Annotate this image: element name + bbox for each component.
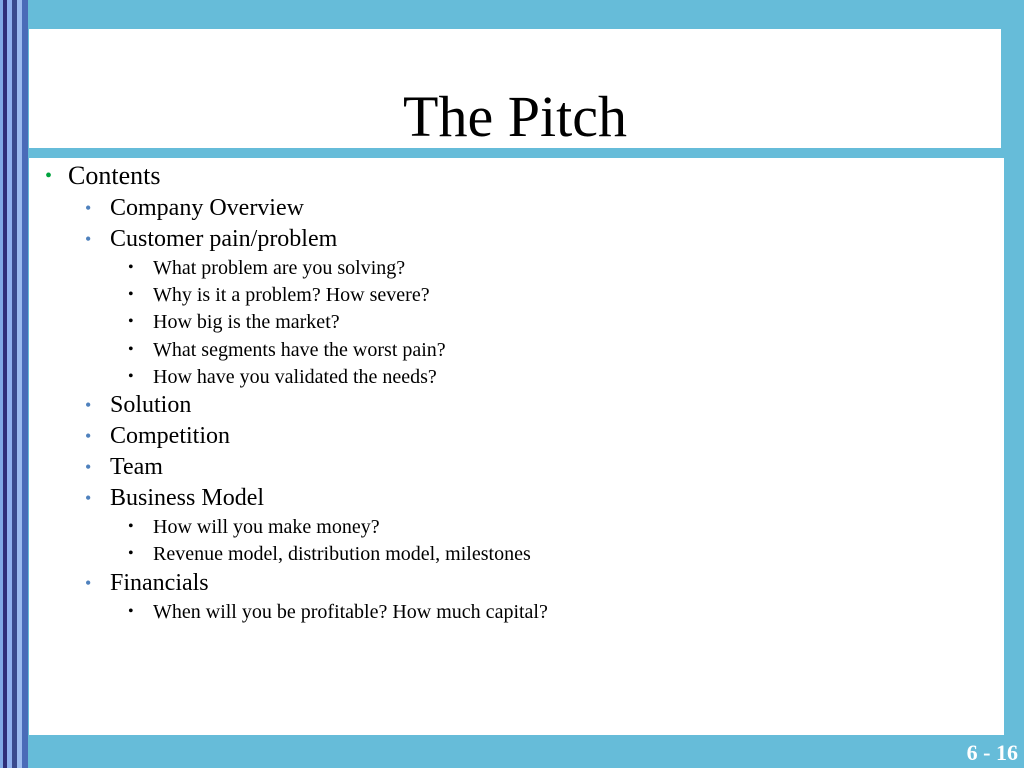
page-number: 6 - 16 — [966, 740, 1018, 765]
list-item-text: Financials — [110, 570, 209, 596]
list-item-text: What problem are you solving? — [153, 257, 406, 279]
list-item — [45, 161, 161, 191]
list-item-text: What segments have the worst pain? — [153, 339, 446, 361]
list-item — [85, 569, 209, 597]
list-item — [128, 515, 380, 539]
bullet-icon: • — [85, 426, 92, 446]
list-item-text: How big is the market? — [153, 311, 340, 333]
list-item — [128, 365, 437, 389]
bullet-icon: • — [128, 368, 134, 385]
bullet-icon: • — [128, 286, 134, 303]
list-item-text: Customer pain/problem — [110, 226, 338, 252]
bullet-icon: • — [128, 545, 134, 562]
bullet-icon: • — [85, 198, 92, 218]
left-edge-stripes — [0, 0, 28, 768]
list-item-text: Why is it a problem? How severe? — [153, 284, 430, 306]
list-item — [128, 542, 531, 566]
list-item — [85, 225, 338, 253]
list-item — [85, 453, 163, 481]
list-item-text: Team — [110, 454, 163, 480]
list-item-text: Revenue model, distribution model, milestones — [153, 543, 531, 565]
list-item-text: Business Model — [110, 485, 265, 511]
bullet-icon: • — [128, 518, 134, 535]
list-item — [85, 484, 265, 512]
list-item — [128, 310, 340, 334]
bullet-icon: • — [85, 457, 92, 477]
bullet-icon: • — [85, 488, 92, 508]
list-item — [85, 194, 304, 222]
bullet-icon: • — [128, 259, 134, 276]
bullet-icon: • — [85, 573, 92, 593]
list-item — [85, 391, 192, 419]
list-item-text: Solution — [110, 392, 192, 418]
title-area — [29, 29, 1001, 148]
bullet-icon: • — [128, 313, 134, 330]
list-item-text: Company Overview — [110, 195, 304, 221]
list-item — [128, 256, 406, 280]
list-item — [128, 338, 446, 362]
list-item-text: Contents — [68, 161, 161, 190]
list-item-text: Competition — [110, 423, 230, 449]
bullet-icon: • — [45, 165, 53, 187]
list-item-text: When will you be profitable? How much capital? — [153, 601, 548, 623]
bullet-icon: • — [85, 395, 92, 415]
list-item-text: How have you validated the needs? — [153, 366, 437, 388]
list-item — [85, 422, 230, 450]
bullet-icon: • — [128, 603, 134, 620]
list-item-text: How will you make money? — [153, 516, 380, 538]
list-item — [128, 283, 430, 307]
content-area — [29, 158, 1004, 735]
list-item — [128, 600, 548, 624]
slide-title: The Pitch — [403, 84, 627, 149]
bullet-icon: • — [128, 341, 134, 358]
bullet-icon: • — [85, 229, 92, 249]
